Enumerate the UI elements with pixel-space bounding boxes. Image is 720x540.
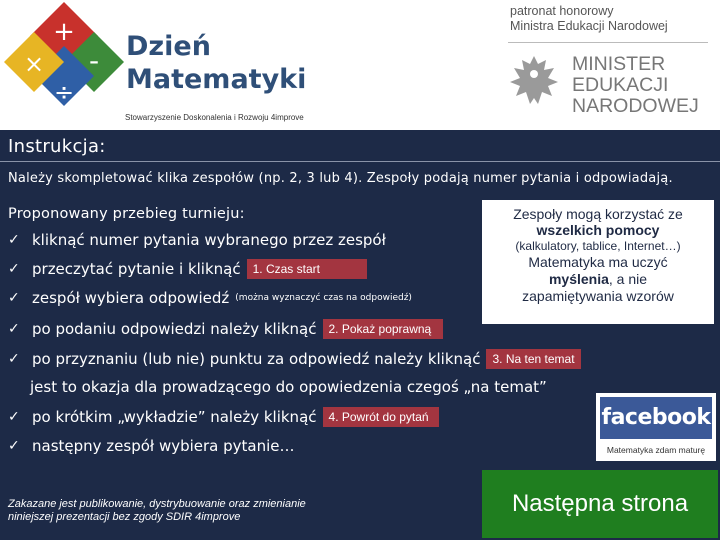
instructions-divider	[0, 161, 720, 162]
check-icon: ✓	[8, 438, 20, 454]
instructions-intro: Należy skompletować klika zespołów (np. 2, 3 lub 4). Zespoły podają numer pytania i odpowiadają.	[8, 171, 673, 186]
show-answer-button[interactable]: 2. Pokaż poprawną	[323, 319, 443, 339]
header	[0, 0, 720, 130]
tools-line-5-rest: , a nie	[608, 271, 648, 287]
divide-symbol: ÷	[53, 78, 75, 106]
check-icon: ✓	[8, 409, 20, 425]
ministry-line-1: MINISTER	[572, 53, 666, 75]
step-item	[8, 289, 412, 307]
step-item	[8, 231, 386, 249]
patron-divider	[508, 42, 708, 43]
step-item	[8, 319, 443, 339]
timer-start-button[interactable]: 1. Czas start	[247, 259, 367, 279]
check-icon: ✓	[8, 232, 20, 248]
facebook-link[interactable]	[596, 393, 716, 461]
plus-symbol: +	[53, 17, 75, 47]
on-topic-button[interactable]: 3. Na ten temat	[486, 349, 580, 369]
step-text: przeczytać pytanie i kliknąć	[32, 260, 241, 278]
step-note: (można wyznaczyć czas na odpowiedź)	[235, 293, 412, 303]
tools-bold-word: myślenia	[548, 271, 609, 287]
tools-line-3: (kalkulatory, tablice, Internet…)	[515, 239, 681, 253]
step-text: po podaniu odpowiedzi należy kliknąć	[32, 320, 317, 338]
step-text: po przyznaniu (lub nie) punktu za odpowiedź należy kliknąć	[32, 350, 481, 368]
ministry-logo	[572, 54, 699, 117]
step-text: następny zespół wybiera pytanie…	[32, 437, 295, 455]
facebook-logo-icon: facebook	[600, 397, 712, 439]
step-text: kliknąć numer pytania wybranego przez zespół	[32, 231, 386, 249]
step-item	[8, 407, 439, 427]
math-diamond-logo-icon	[0, 0, 130, 110]
step-item	[8, 437, 295, 455]
tools-line-2: wszelkich pomocy	[536, 222, 660, 238]
tools-line-1: Zespoły mogą korzystać ze	[513, 206, 683, 222]
tools-line-5	[482, 271, 714, 287]
step-item	[8, 259, 367, 279]
ministry-line-3: NARODOWEJ	[572, 95, 699, 117]
legal-line-2: niniejszej prezentacji bez zgody SDIR 4improve	[8, 511, 241, 523]
app-title	[126, 30, 306, 96]
step-text: zespół wybiera odpowiedź	[32, 289, 230, 307]
title-line-2: Matematyki	[126, 64, 307, 95]
legal-notice	[8, 498, 306, 524]
check-icon: ✓	[8, 290, 20, 306]
instructions-panel	[0, 130, 720, 540]
patron-text	[510, 4, 668, 34]
ministry-line-2: EDUKACJI	[572, 74, 669, 96]
facebook-caption: Matematyka zdam maturę	[606, 445, 706, 455]
instructions-title: Instrukcja:	[8, 136, 106, 157]
multiply-symbol: ×	[23, 50, 45, 78]
patron-line-2: Ministra Edukacji Narodowej	[510, 19, 668, 33]
check-icon: ✓	[8, 321, 20, 337]
organization-name: Stowarzyszenie Doskonalenia i Rozwoju 4improve	[125, 113, 304, 122]
step-text: po krótkim „wykładzie” należy kliknąć	[32, 408, 317, 426]
back-to-questions-button[interactable]: 4. Powrót do pytań	[323, 407, 439, 427]
proposal-heading: Proponowany przebieg turnieju:	[8, 206, 245, 222]
tools-info-box	[482, 200, 714, 324]
patron-line-1: patronat honorowy	[510, 4, 614, 18]
tools-line-6: zapamiętywania wzorów	[522, 288, 674, 304]
next-page-button[interactable]: Następna strona	[482, 470, 718, 538]
step-item	[8, 349, 581, 369]
check-icon: ✓	[8, 261, 20, 277]
title-line-1: Dzień	[126, 31, 211, 62]
check-icon: ✓	[8, 351, 20, 367]
minus-symbol: -	[88, 44, 100, 77]
legal-line-1: Zakazane jest publikowanie, dystrybuowanie oraz zmienianie	[8, 498, 306, 510]
tools-line-4: Matematyka ma uczyć	[528, 254, 668, 270]
topic-note: jest to okazja dla prowadzącego do opowiedzenia czegoś „na temat”	[30, 378, 547, 396]
eagle-emblem-icon	[508, 52, 560, 110]
